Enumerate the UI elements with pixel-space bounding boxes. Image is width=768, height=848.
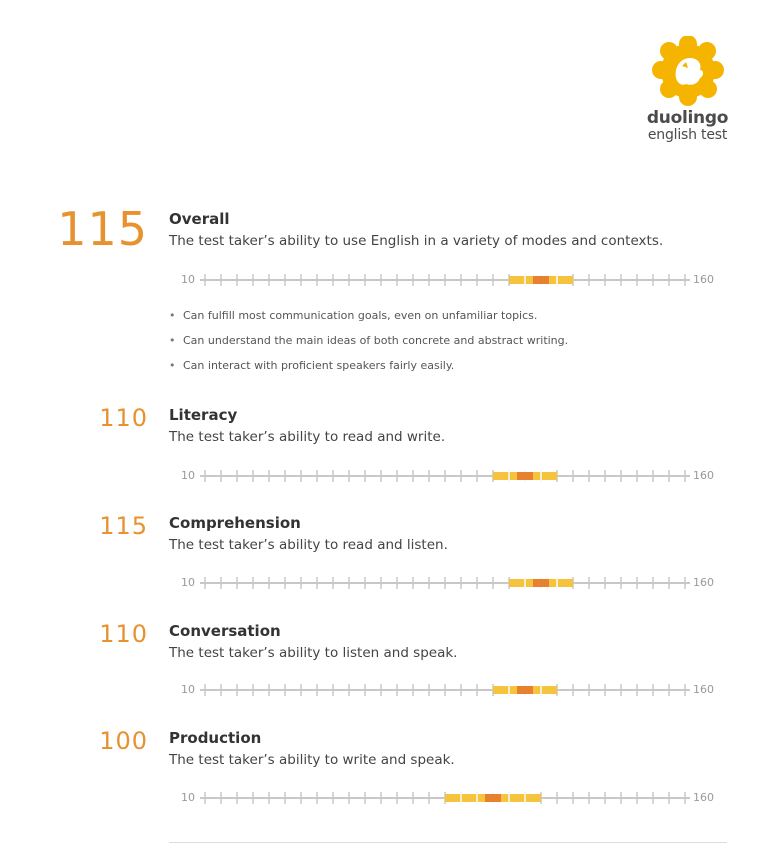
comprehension-title: Comprehension	[169, 514, 301, 532]
score-marker	[485, 794, 501, 802]
scale-min-label: 10	[181, 683, 195, 696]
scale-max-label: 160	[693, 576, 714, 589]
production-score-scale	[178, 788, 723, 808]
score-marker	[533, 276, 549, 284]
scale-min-label: 10	[181, 576, 195, 589]
scale-max-label: 160	[693, 469, 714, 482]
scale-track	[200, 573, 690, 593]
overall-score: 115	[57, 202, 148, 256]
comprehension-score-scale	[178, 573, 723, 593]
score-marker	[517, 472, 533, 480]
can-do-item: • Can fulfill most communication goals, even on unfamiliar topics.	[169, 309, 568, 334]
scale-track	[200, 680, 690, 700]
logo-subtitle-text: english test	[647, 127, 728, 143]
literacy-score-scale	[178, 466, 723, 486]
bottom-divider	[169, 842, 727, 843]
scale-max-label: 160	[693, 273, 714, 286]
can-do-item: • Can interact with proficient speakers fairly easily.	[169, 359, 568, 384]
literacy-score: 110	[99, 404, 148, 432]
production-title: Production	[169, 729, 262, 747]
comprehension-score: 115	[99, 512, 148, 540]
duolingo-owl-badge-icon	[652, 36, 724, 106]
literacy-title: Literacy	[169, 406, 238, 424]
overall-can-do-list	[169, 309, 568, 384]
scale-track	[200, 270, 690, 290]
conversation-score: 110	[99, 620, 148, 648]
conversation-title: Conversation	[169, 622, 281, 640]
scale-track	[200, 466, 690, 486]
duolingo-english-test-logo	[630, 36, 745, 143]
scale-max-label: 160	[693, 683, 714, 696]
scale-min-label: 10	[181, 791, 195, 804]
logo-brand-text: duolingo	[646, 108, 729, 128]
literacy-description: The test taker’s ability to read and write.	[169, 429, 446, 445]
scale-max-label: 160	[693, 791, 714, 804]
production-description: The test taker’s ability to write and speak.	[169, 752, 455, 768]
conversation-score-scale	[178, 680, 723, 700]
conversation-description: The test taker’s ability to listen and speak.	[169, 645, 458, 661]
score-marker	[517, 686, 533, 694]
overall-title: Overall	[169, 210, 230, 228]
overall-score-scale	[178, 270, 723, 290]
production-score: 100	[99, 727, 148, 755]
overall-description: The test taker’s ability to use English in a variety of modes and contexts.	[169, 233, 664, 249]
comprehension-description: The test taker’s ability to read and listen.	[169, 537, 448, 553]
scale-track	[200, 788, 690, 808]
scale-min-label: 10	[181, 273, 195, 286]
can-do-item: • Can understand the main ideas of both concrete and abstract writing.	[169, 334, 568, 359]
score-marker	[533, 579, 549, 587]
scale-min-label: 10	[181, 469, 195, 482]
